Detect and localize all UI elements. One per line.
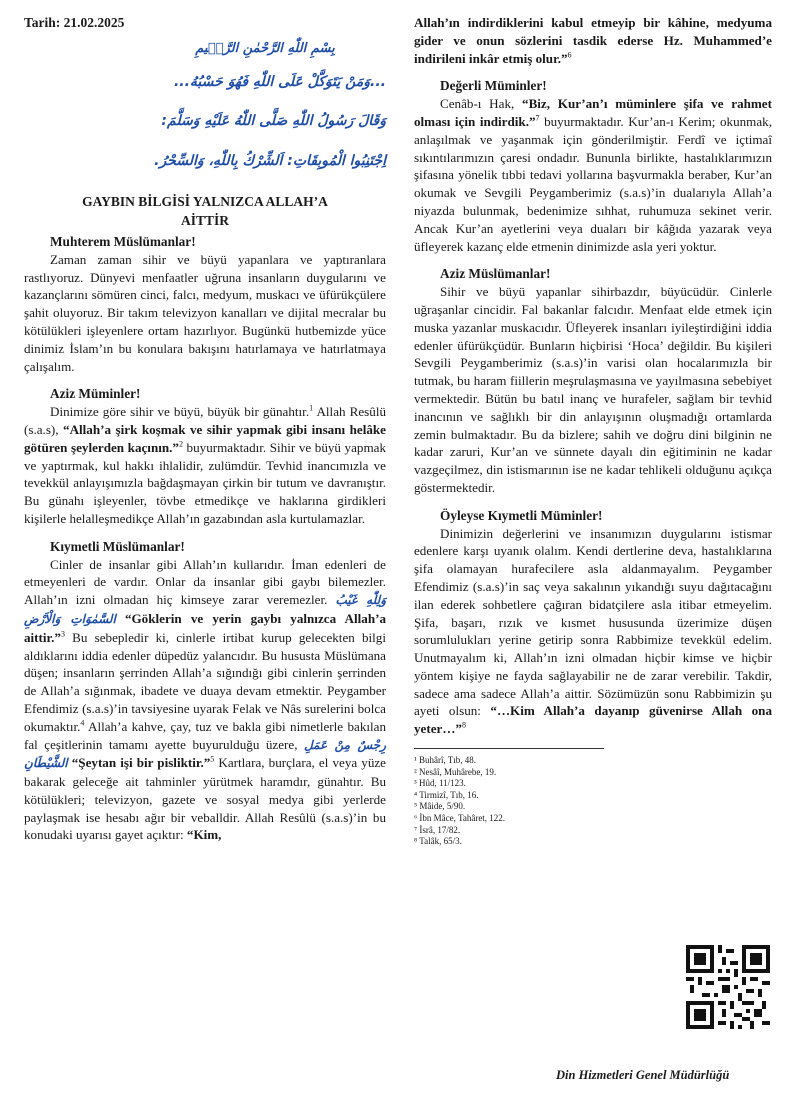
arabic-ayah: ...وَمَنْ يَتَوَكَّلْ عَلَى اللّٰهِ فَهُوَ حَسْبُهُ...: [173, 73, 386, 90]
footnote-item: ¹ Buhârî, Tıb, 48.: [414, 755, 477, 766]
footnote-item: ⁴ Tirmizî, Tıb, 16.: [414, 789, 479, 800]
paragraph-kuran: Cenâb-ı Hak, “Biz, Kur’an’ı müminlere şifa ve rahmet olması için indirdik.”$^7$ buyurmaktadır. Kur’an-ı Kerim; okunmak, anlaşılmak ve yaşanmak için gönderilmiştir. Ferdî ve içtimaî sıkıntılarımızın çaresi ondadır. Bununla birlikte, hastalıklarımızın şifasına yönelik tıbbi tedavi yollarına başvurmakla beraber, Kur’an okumak ve Sevgili Peygamberimiz (s.a.s)’in dualarıyla Allah’a niyazda bulunmak, bedenimize sıhhat, ruhumuza sekinet verir. Ancak Kur’an ayetlerini veya duaları bir kâğıda yazarak veya üfleyerek kazanç elde etmenin dinimizde asla yeri yoktur.: [414, 96, 772, 254]
footnote-ref-7: 7: [535, 113, 540, 123]
ayah-quote-1: “Göklerin ve yerin gaybı yalnızca Allah’a aittir.”: [24, 610, 387, 645]
footnotes: [414, 748, 604, 848]
footnote-ref-2: 2: [178, 439, 183, 449]
left-column: [24, 14, 386, 844]
ayah-quote-3: “Biz, Kur’an’ı müminlere şifa ve rahmet olması için indirdik.”: [414, 96, 772, 129]
footnote-item: ⁶ İbn Mâce, Tahâret, 122.: [414, 813, 506, 824]
footnote-item: ² Nesâî, Muhârebe, 19.: [414, 766, 497, 777]
paragraph-sonuc: Dinimizin değerlerini ve insanımızın duygularını istismar edenlere karşı uyanık olalım. Kendi dertlerine deva, hastalıklarına şifa olamayan hurafecilere asla aldanmayalım. Peygamber Efendimiz (s.a.s)’in saç veya sakalının yıkandığı suyu dağıtacağını ilan ederek sohbetlere çağıran bidatçilere asla itibar etmeyelim. Şifa, başarı, rızık ve kısmet hususunda üzerimize düşen sorumlulukları yerine getirip sonra Rabbimize tevekkül edelim. Unutmayalım ki, Allah’ın izni olmadan hiçbir kimse ve hiçbir yöntem kişiye ne fayda sağlayabilir ne de zarar verebilir. Takdir, sadece ama sadece Allah’a aittir. Sözümüzün sonu Rabbimizin şu ayeti olsun: “…Kim Allah’a dayanıp güvenirse Allah ona yeter…”$^8$: [414, 525, 772, 737]
date-label: Tarih: 21.02.2025: [24, 15, 125, 30]
qr-code-icon[interactable]: [686, 945, 770, 1029]
paragraph-sihir: Dinimize göre sihir ve büyü, büyük bir günahtır.$^1$ Allah Resûlü (s.a.s), “Allah’a şirk koşmak ve sihir yapmak gibi insanı helâke götüren şeylerden kaçının.”$^2$ buyurmaktadır. Sihir ve büyü yapmak ve yaptırmak, kul hakkı ihlalidir, zulümdür. Tevhid inancımızla ve tevekkül anlayışımızla bağdaşmayan çirkin bir tutum ve davranıştır. Bu günahı işleyenler, tövbe etmedikçe ve haklarına girdikleri kişilerle helalleşmedikçe Allah’ın gazabından asla kurtulamazlar.: [24, 403, 387, 526]
hadith-quote-2-start: “Kim,: [186, 827, 222, 843]
ayah-quote-final: “…Kim Allah’a dayanıp güvenirse Allah ona yeter…”: [414, 703, 772, 737]
footnote-item: ⁸ Talâk, 65/3.: [414, 836, 462, 847]
heading-aziz-muminler: Aziz Müminler!: [50, 386, 141, 402]
footnote-item: ⁷ İsrâ, 17/82.: [414, 824, 461, 835]
footnote-item: ³ Hûd, 11/123.: [414, 778, 466, 789]
hadith-quote-1: “Allah’a şirk koşmak ve sihir yapmak gibi insanı helâke götüren şeylerden kaçının.”: [24, 421, 386, 455]
heading-aziz-muslumanlar: Aziz Müslümanlar!: [440, 266, 551, 282]
footnote-item: ⁵ Mâide, 5/90.: [414, 801, 466, 812]
inline-arabic-1: وَلِلّٰهِ غَيْبُ السَّمٰوَاتِ وَالْاَرْضِ: [24, 593, 386, 626]
paragraph-cinler: Cinler de insanlar gibi Allah’ın kullarıdır. İman edenleri de etmeyenleri de vardır. Onlar da insanlar gibi gaybı bilemezler. Allah’ın izni olmadan hiç kimseye zarar veremezler. وَلِلّٰهِ غَيْبُ السَّمٰوَاتِ وَالْاَرْضِ “Göklerin ve yerin gaybı yalnızca Allah’a aittir.”$^3$ Bu sebepledir ki, cinlerle irtibat kurup gelecekten bilgi aldıklarını iddia edenler düpedüz yalancıdır. Bu hususta Müslümana düşen; insanların şerrinden Allah’a sığındığı gibi cinlerin şerrinden de Allah’a sığınmak, ibadete ve duaya devam etmektir. Peygamber Efendimiz (s.a.s)’in tavsiyesine uyarak Felak ve Nâs surelerini bolca okumaktır.$^4$ Allah’a kahve, çay, tuz ve bakla gibi nimetlerle bakılan fal çeşitlerinin tamamı ayette buyurulduğu üzere, رِجْسٌ مِنْ عَمَلِ الشَّيْطَانِ “Şeytan işi bir pisliktir.”$^5$ Kartlara, burçlara, el veya yüze bakarak geleceğe ait tahminler yürütmek haramdır, günahtır. Bu kötülükleri; televizyon, gazete ve sosyal medya gibi yerlerde paylaşmak ise hesabı ağır bir veballdir. Allah Resûlü (s.a.s)’in bu konudaki uyarısı gayet açıktır: “Kim,: [24, 556, 387, 843]
footnote-ref-6: 6: [567, 50, 572, 60]
footnote-ref-5: 5: [210, 754, 215, 764]
heading-degerli-muminler: Değerli Müminler!: [440, 78, 547, 94]
arabic-hadith-intro: وَقَالَ رَسُولُ اللّٰهِ صَلَّى اللّٰهُ عَلَيْهِ وَسَلَّمَ:: [161, 113, 386, 130]
heading-kiymetli-muslumanlar: Kıymetli Müslümanlar!: [50, 538, 185, 554]
signature: Din Hizmetleri Genel Müdürlüğü: [556, 1068, 730, 1082]
footnote-ref-8: 8: [461, 720, 466, 730]
paragraph-intro: Zaman zaman sihir ve büyü yapanlara ve yaptıranlara rastlıyoruz. Dünyevi menfaatler uğruna insanların duygularını ve kazançlarını sömüren cinci, falcı, medyum, muskacı ve üfürükçülere şahit oluyoruz. Bir takım televizyon kanalları ve dijital mecralar bu kötülükleri işleyenlere ortam hazırlıyor. Bugünkü hutbemizde yüce dinimiz İslam’ın bu konulara bakışını hatırlamaya ve hatırlatmaya çalışalım.: [24, 251, 386, 374]
paragraph-kahin: Allah’ın indirdiklerini kabul etmeyip bir kâhine, medyuma gider ve onun sözlerini tasdik ederse Hz. Muhammed’e indirileni inkâr etmiş olur.”$^6$: [414, 15, 772, 66]
arabic-hadith-text: اِجْتَنِبُوا الْمُوبِقَاتِ: اَلشِّرْكُ بِاللّٰهِ، وَالسِّحْرُ.: [154, 153, 386, 170]
inline-arabic-2: رِجْسٌ مِنْ عَمَلِ الشَّيْطَانِ: [24, 737, 386, 771]
footnote-ref-1: 1: [309, 403, 314, 413]
ayah-quote-2: “Şeytan işi bir pisliktir.”: [71, 755, 211, 771]
footnote-ref-4: 4: [80, 718, 85, 728]
sermon-title-line2: AİTTİR: [180, 212, 229, 228]
sermon-title-line1: GAYBIN BİLGİSİ YALNIZCA ALLAH’A: [82, 193, 328, 209]
heading-muhterem: Muhterem Müslümanlar!: [50, 233, 196, 249]
basmala-calligraphy: بِسْمِ اللّٰهِ الرَّحْمٰنِ الرَّح۪يمِ: [195, 40, 335, 56]
right-column: [414, 14, 772, 848]
paragraph-sihirbaz: Sihir ve büyü yapanlar sihirbazdır, büyücüdür. Cinlerle uğraşanlar cincidir. Fal bakanlar falcıdır. Menfaat elde etmek için muska yazanlar muskacıdır. Üfleyerek insanları iyileştirdiğini iddia edenler üfürükçüdür. Bunların hiçbirisi ‘Hoca’ değildir. Bu kişileri Sevgili Peygamberimiz (s.a.s)’in varisi olan hocalarımızla bir tutmak, bu haram fiillerin meşrulaşmasına ve yayılmasına sebebiyet vermektedir. Bütün bu batıl inanç ve hurafeler, sağlam bir tevhid inancının ve sağlıklı bir din anlayışının oluşmadığı ortamlarda zemin bulmaktadır. Bu da bizlere; sahih ve doğru dini bilginin ne kadar zaruri, Kur’an ve sünnete dayalı din eğitiminin ne kadar vazgeçilmez, din istismarının ise ne kadar tehlikeli olduğunu açıkça göstermektedir.: [414, 284, 772, 495]
footnote-ref-3: 3: [60, 629, 65, 639]
heading-oyleyse: Öyleyse Kıymetli Müminler!: [440, 507, 603, 523]
